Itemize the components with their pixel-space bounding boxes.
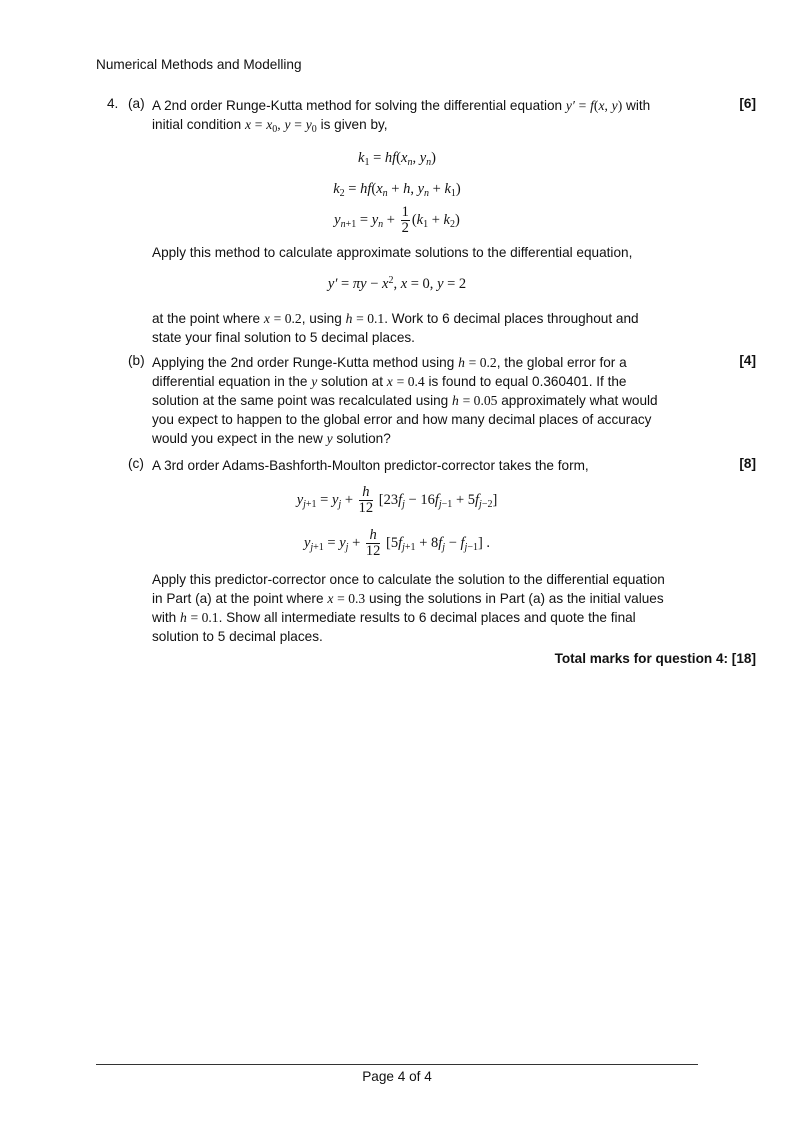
- part-b-line-2: differential equation in the y solution at x = 0.4 is found to equal 0.360401. If the: [152, 374, 627, 389]
- part-a-intro-line-1: A 2nd order Runge-Kutta method for solving the differential equation y′ = f(x, y) with: [152, 98, 651, 113]
- part-b-line-1: Applying the 2nd order Runge-Kutta method using h = 0.2, the global error for a: [152, 355, 627, 370]
- equation-ode: $y' = \pi y - x^2$, x = 0, y = 2: [327, 275, 467, 292]
- part-a-intro: [152, 96, 698, 139]
- equation-k1: $k_1 = hf(x_n$, $y_n$): [358, 150, 436, 168]
- part-b-marks: [4]: [739, 353, 756, 368]
- part-b-label: (b): [128, 353, 145, 368]
- part-a-label: (a): [128, 96, 145, 111]
- part-b-line-4: you expect to happen to the global error and how many decimal places of accuracy: [152, 412, 652, 427]
- part-a-intro-line-2: initial condition $x = x_0$, $y = y_0$ is given by,: [152, 117, 388, 135]
- part-c-line-1: Apply this predictor-corrector once to calculate the solution to the differential equation: [152, 572, 665, 587]
- part-a-closing-line-2: state your final solution to 5 decimal places.: [152, 330, 415, 345]
- part-b-line-3: solution at the same point was recalculated using h = 0.05 approximately what would: [152, 393, 658, 408]
- part-a-closing-line-1: at the point where x = 0.2, using h = 0.1. Work to 6 decimal places throughout and: [152, 311, 639, 326]
- question-number: 4.: [107, 96, 119, 111]
- part-c-line-3: with h = 0.1. Show all intermediate results to 6 decimal places and quote the final: [152, 610, 636, 625]
- part-c-marks: [8]: [739, 456, 756, 471]
- footer-divider: [96, 1064, 698, 1065]
- part-c-line-4: solution to 5 decimal places.: [152, 629, 323, 644]
- equation-corrector: $y_{j+1} = y_j$ + $\frac{h}{12}$ $[5f_{j+1} + 8f_j - f_{j-1}]$ .: [303, 527, 491, 559]
- part-b-line-5: would you expect in the new y solution?: [152, 431, 391, 446]
- total-marks: Total marks for question 4: [18]: [554, 651, 756, 666]
- part-c-label: (c): [128, 456, 144, 471]
- part-c-intro: A 3rd order Adams-Bashforth-Moulton predictor-corrector takes the form,: [152, 458, 589, 473]
- document-header: Numerical Methods and Modelling: [96, 57, 302, 72]
- page-number: Page 4 of 4: [362, 1069, 432, 1084]
- part-a-closing: [152, 309, 698, 347]
- part-b-text: [152, 353, 698, 448]
- equation-k2: $k_2 = hf(x_n + h$, $y_n + k_1$): [333, 181, 461, 199]
- equation-yn1: $y_{n+1} = y_n$ + $\frac{1}{2}$ $(k_1 + k_2)$: [334, 204, 460, 236]
- equation-predictor: $y_{j+1} = y_j$ + $\frac{h}{12}$ $[23f_j - 16f_{j-1} + 5f_{j-2}]$: [296, 484, 498, 516]
- part-c-line-2: in Part (a) at the point where x = 0.3 using the solutions in Part (a) as the initial values: [152, 591, 664, 606]
- part-a-marks: [6]: [739, 96, 756, 111]
- part-a-apply-text: Apply this method to calculate approximate solutions to the differential equation,: [152, 245, 633, 260]
- part-c-text: [152, 570, 698, 646]
